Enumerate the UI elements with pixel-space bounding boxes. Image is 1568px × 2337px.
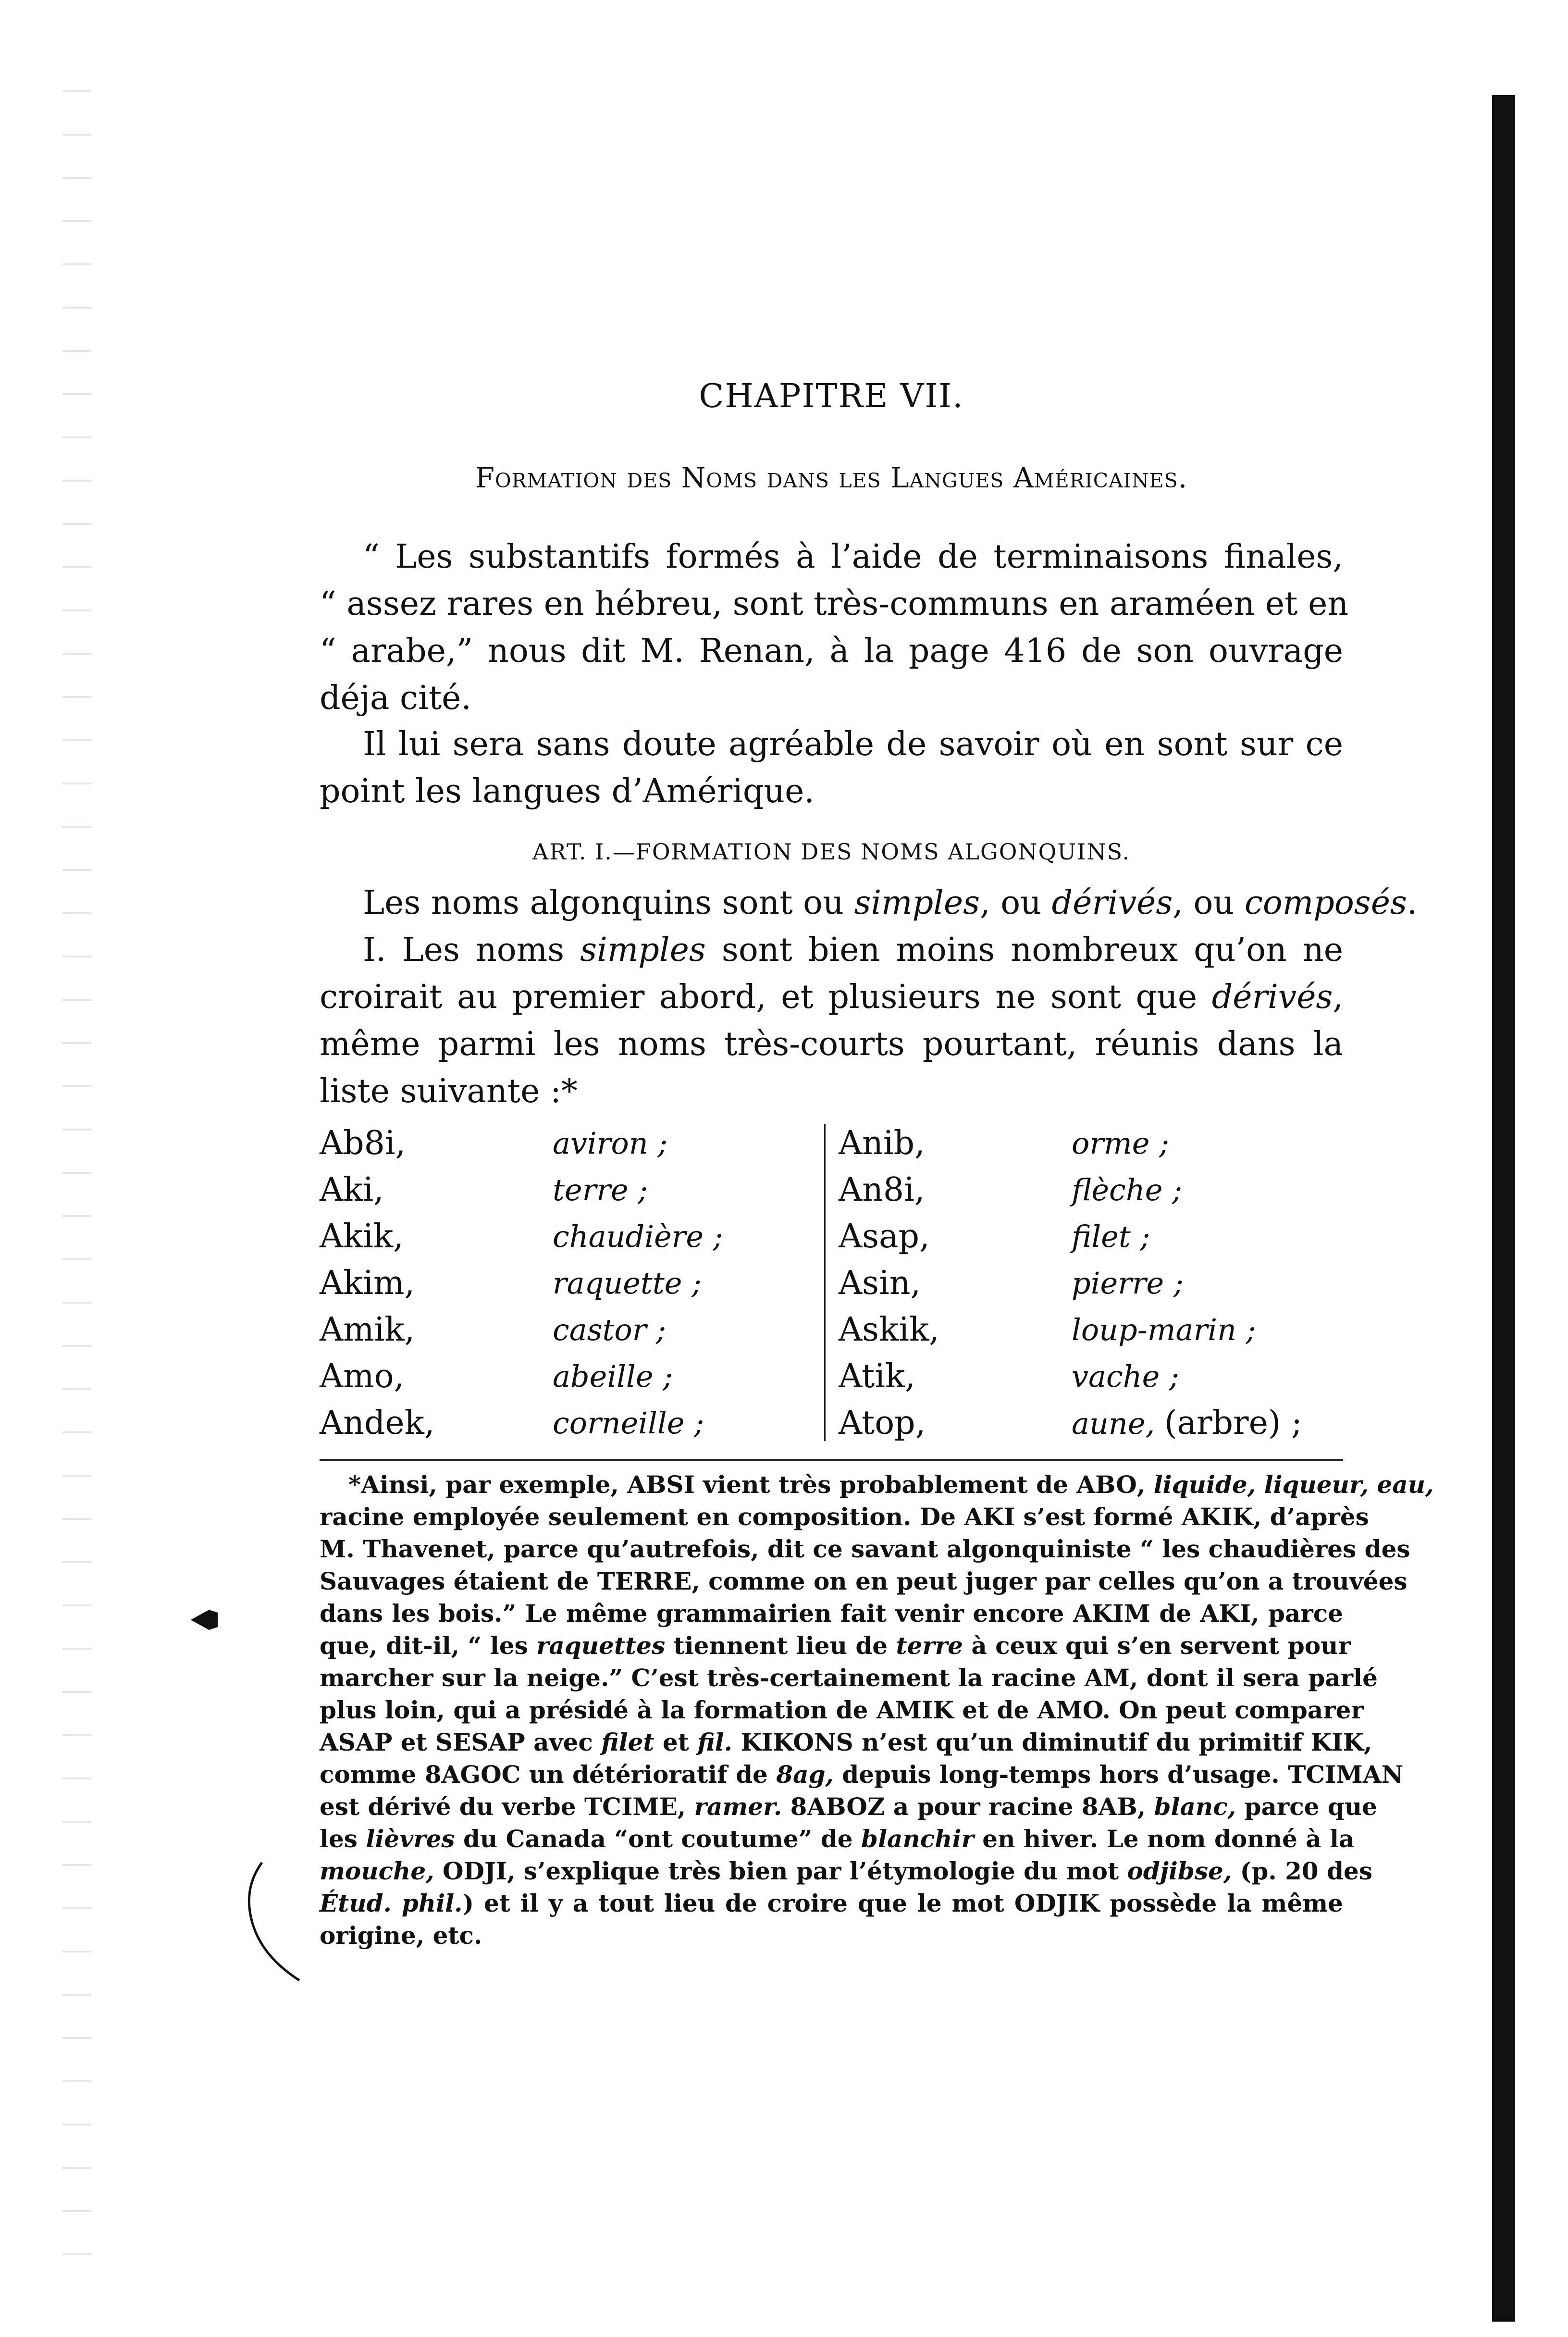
list-word: Atik, [839, 1357, 915, 1395]
list-meaning: filet ; [1072, 1219, 1150, 1254]
list-row [320, 1213, 1343, 1260]
list-word: Amik, [320, 1311, 415, 1349]
list-meaning-extra: (arbre) ; [1164, 1404, 1302, 1442]
page-edge-marks [62, 72, 91, 2283]
text-line: “ arabe,” nous dit M. Renan, à la page 416 de son ouvrage [320, 632, 1343, 670]
footnote-line: ASAP et SESAP avec filet et fil. KIKONS n’est qu’un diminutif du primitif KIK, [320, 1728, 1372, 1756]
text-line: point les langues d’Amérique. [320, 772, 815, 810]
list-meaning: pierre ; [1072, 1266, 1184, 1301]
footnote-line: les lièvres du Canada “ont coutume” de blanchir en hiver. Le nom donné à la [320, 1825, 1355, 1853]
list-word: Asap, [839, 1218, 930, 1256]
chapter-title: CHAPITRE VII. [699, 377, 964, 415]
list-meaning: orme ; [1072, 1126, 1170, 1161]
footnote [320, 1468, 1434, 1952]
list-meaning: flèche ; [1072, 1172, 1182, 1207]
list-row [320, 1260, 1343, 1306]
list-meaning: loup-marin ; [1072, 1312, 1256, 1347]
list-meaning: raquette ; [553, 1266, 702, 1301]
text-line: Les noms algonquins sont ou simples, ou dérivés, ou composés. [363, 884, 1418, 922]
intro-paragraph-1 [320, 534, 1349, 722]
footnote-line: plus loin, qui a présidé à la formation de AMIK et de AMO. On peut comparer [320, 1696, 1364, 1724]
footnote-line: *Ainsi, par exemple, ABSI vient très probablement de ABO, liquide, liqueur, eau, [348, 1470, 1434, 1499]
text-line: liste suivante :* [320, 1072, 578, 1110]
list-word: Anib, [839, 1124, 925, 1162]
list-meaning: terre ; [553, 1172, 648, 1207]
footnote-line: racine employée seulement en composition. De AKI s’est formé AKIK, d’après [320, 1503, 1369, 1531]
footnote-line: Étud. phil.) et il y a tout lieu de croire que le mot ODJIK possède la même [320, 1889, 1343, 1917]
list-word: Andek, [320, 1404, 435, 1442]
list-word: Amo, [320, 1357, 405, 1395]
text-line: I. Les noms simples sont bien moins nombreux qu’on ne [363, 931, 1343, 969]
footnote-line: que, dit-il, “ les raquettes tiennent lieu de terre à ceux qui s’en servent pour [320, 1631, 1351, 1660]
text-line: Il lui sera sans doute agréable de savoir où en sont sur ce [363, 725, 1343, 763]
list-row [320, 1120, 1343, 1167]
list-meaning: castor ; [553, 1312, 666, 1347]
list-word: Atop, [839, 1404, 926, 1442]
footnote-line: origine, etc. [320, 1921, 482, 1950]
list-word: Akim, [320, 1264, 415, 1302]
margin-bracket-mark [243, 1860, 300, 1985]
list-meaning: corneille ; [553, 1405, 704, 1441]
footnote-rule [320, 1459, 1343, 1461]
footnote-line: Sauvages étaient de TERRE, comme on en peut juger par celles qu’on a trouvées [320, 1567, 1407, 1595]
list-row [320, 1400, 1343, 1446]
list-word: Aki, [320, 1171, 384, 1209]
article-paragraph [320, 880, 1418, 1115]
list-word: Askik, [839, 1311, 939, 1349]
list-meaning: aviron ; [553, 1126, 668, 1161]
list-word: Asin, [839, 1264, 921, 1302]
footnote-line: M. Thavenet, parce qu’autrefois, dit ce savant algonquiniste “ les chaudières des [320, 1535, 1410, 1563]
intro-paragraph-2 [320, 721, 1343, 815]
margin-pointer-icon [190, 1608, 219, 1632]
list-meaning: abeille ; [553, 1359, 673, 1394]
list-word: An8i, [839, 1171, 925, 1209]
footnote-line: mouche, ODJI, s’explique très bien par l’étymologie du mot odjibse, (p. 20 des [320, 1857, 1373, 1885]
text-line: croirait au premier abord, et plusieurs ne sont que dérivés, [320, 978, 1343, 1016]
list-row [320, 1306, 1343, 1353]
word-list [320, 1120, 1343, 1447]
text-line: “ assez rares en hébreu, sont très-communs en araméen et en [320, 585, 1349, 623]
list-meaning: chaudière ; [553, 1219, 723, 1254]
footnote-line: comme 8AGOC un détérioratif de 8ag, depuis long-temps hors d’usage. TCIMAN [320, 1760, 1404, 1789]
list-row [320, 1167, 1343, 1213]
footnote-line: dans les bois.” Le même grammairien fait venir encore AKIM de AKI, parce [320, 1599, 1343, 1628]
list-meaning: vache ; [1072, 1359, 1179, 1394]
list-row [320, 1353, 1343, 1400]
chapter-subtitle: Formation des Noms dans les Langues Américaines. [475, 461, 1188, 494]
article-heading: ART. I.—FORMATION DES NOMS ALGONQUINS. [532, 839, 1131, 865]
book-spine-shadow [1492, 95, 1515, 2322]
footnote-line: marcher sur la neige.” C’est très-certainement la racine AM, dont il sera parlé [320, 1664, 1378, 1692]
list-meaning: aune, (arbre) ; [1072, 1404, 1302, 1442]
list-word: Ab8i, [320, 1124, 406, 1162]
footnote-line: est dérivé du verbe TCIME, ramer. 8ABOZ a pour racine 8AB, blanc, parce que [320, 1792, 1377, 1821]
text-line: même parmi les noms très-courts pourtant, réunis dans la [320, 1025, 1343, 1063]
text-line: déja cité. [320, 679, 472, 717]
text-line: “ Les substantifs formés à l’aide de terminaisons finales, [363, 538, 1343, 576]
list-word: Akik, [320, 1218, 404, 1256]
